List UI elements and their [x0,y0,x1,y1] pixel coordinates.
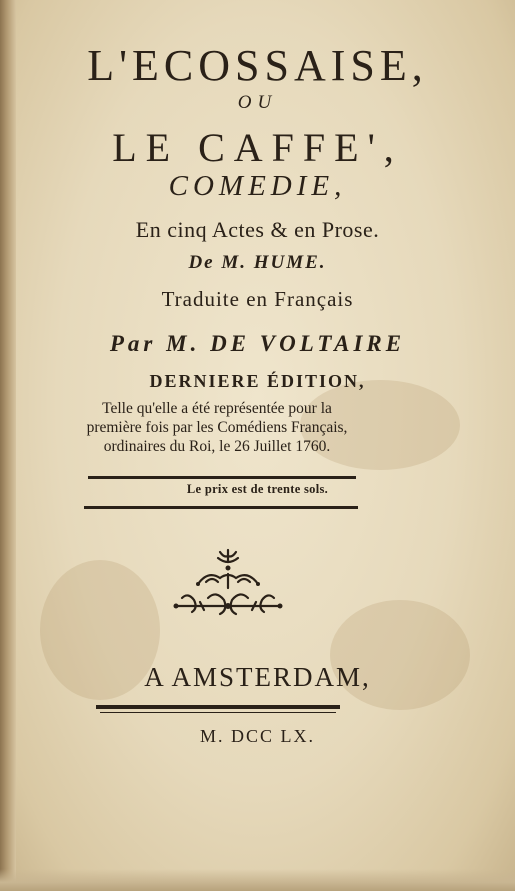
imprint-place: A AMSTERDAM, [144,662,371,692]
rule-lower [84,506,358,509]
imprint-year: M. DCC LX. [199,726,315,746]
subtitle-line: LE CAFFE', [112,125,403,170]
rule-upper [88,476,356,479]
page-bottom-edge [0,869,515,891]
format-line: En cinq Actes & en Prose. [135,217,380,242]
performance-note [36,399,398,456]
performance-line: Telle qu'elle a été représentée pour la [102,400,332,417]
translator-line: Par M. DE VOLTAIRE [109,331,406,356]
floral-ornament-icon [168,544,288,624]
author-line: De M. HUME. [188,252,327,273]
genre-line: COMEDIE, [168,170,347,202]
translation-line: Traduite en Français [161,287,354,311]
title-connector: OU [237,92,278,113]
imprint-rule-thin [100,712,336,713]
paper-stain [330,600,470,710]
price-line: Le prix est de trente sols. [186,482,329,496]
performance-line: ordinaires du Roi, le 26 Juillet 1760. [103,438,331,455]
edition-line: DERNIERE ÉDITION, [149,371,366,391]
imprint-rule-thick [96,705,340,709]
performance-line: première fois par les Comédiens Français, [86,419,348,436]
title-line: L'ECOSSAISE, [87,41,428,90]
